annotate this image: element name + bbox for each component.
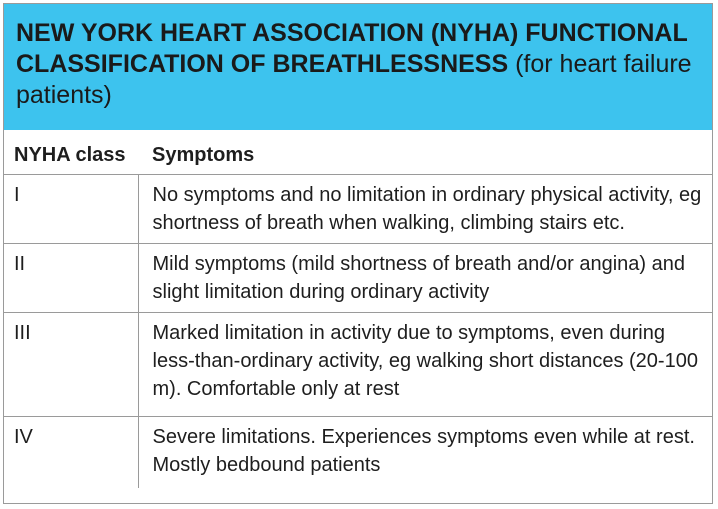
column-header-class: NYHA class xyxy=(14,144,126,166)
symptoms-cell: Severe limitations. Experiences symptoms even while at rest. Mostly bedbound patients xyxy=(138,416,712,488)
class-cell: II xyxy=(4,243,138,312)
header-subtitle: (for heart failure patients) xyxy=(16,50,692,109)
nyha-table xyxy=(4,130,712,488)
symptoms-cell: No symptoms and no limitation in ordinary physical activity, eg shortness of breath when walking, climbing stairs etc. xyxy=(138,174,712,243)
class-cell: IV xyxy=(4,416,138,488)
table-row xyxy=(4,243,712,312)
nyha-classification-panel xyxy=(3,3,713,504)
column-header-symptoms: Symptoms xyxy=(152,144,255,166)
symptoms-cell: Mild symptoms (mild shortness of breath and/or angina) and slight limitation during ordinary activity xyxy=(138,243,712,312)
header-title: NEW YORK HEART ASSOCIATION (NYHA) FUNCTIONAL CLASSIFICATION OF BREATHLESSNESS xyxy=(16,19,688,78)
panel-header xyxy=(4,4,712,130)
class-cell: I xyxy=(4,174,138,243)
table-row xyxy=(4,174,712,243)
class-cell: III xyxy=(4,312,138,416)
table-row xyxy=(4,312,712,416)
table-header-row xyxy=(4,130,712,174)
symptoms-cell: Marked limitation in activity due to symptoms, even during less-than-ordinary activity, eg walking short distances (20-100 m). Comfortable only at rest xyxy=(138,312,712,416)
table-row xyxy=(4,416,712,488)
